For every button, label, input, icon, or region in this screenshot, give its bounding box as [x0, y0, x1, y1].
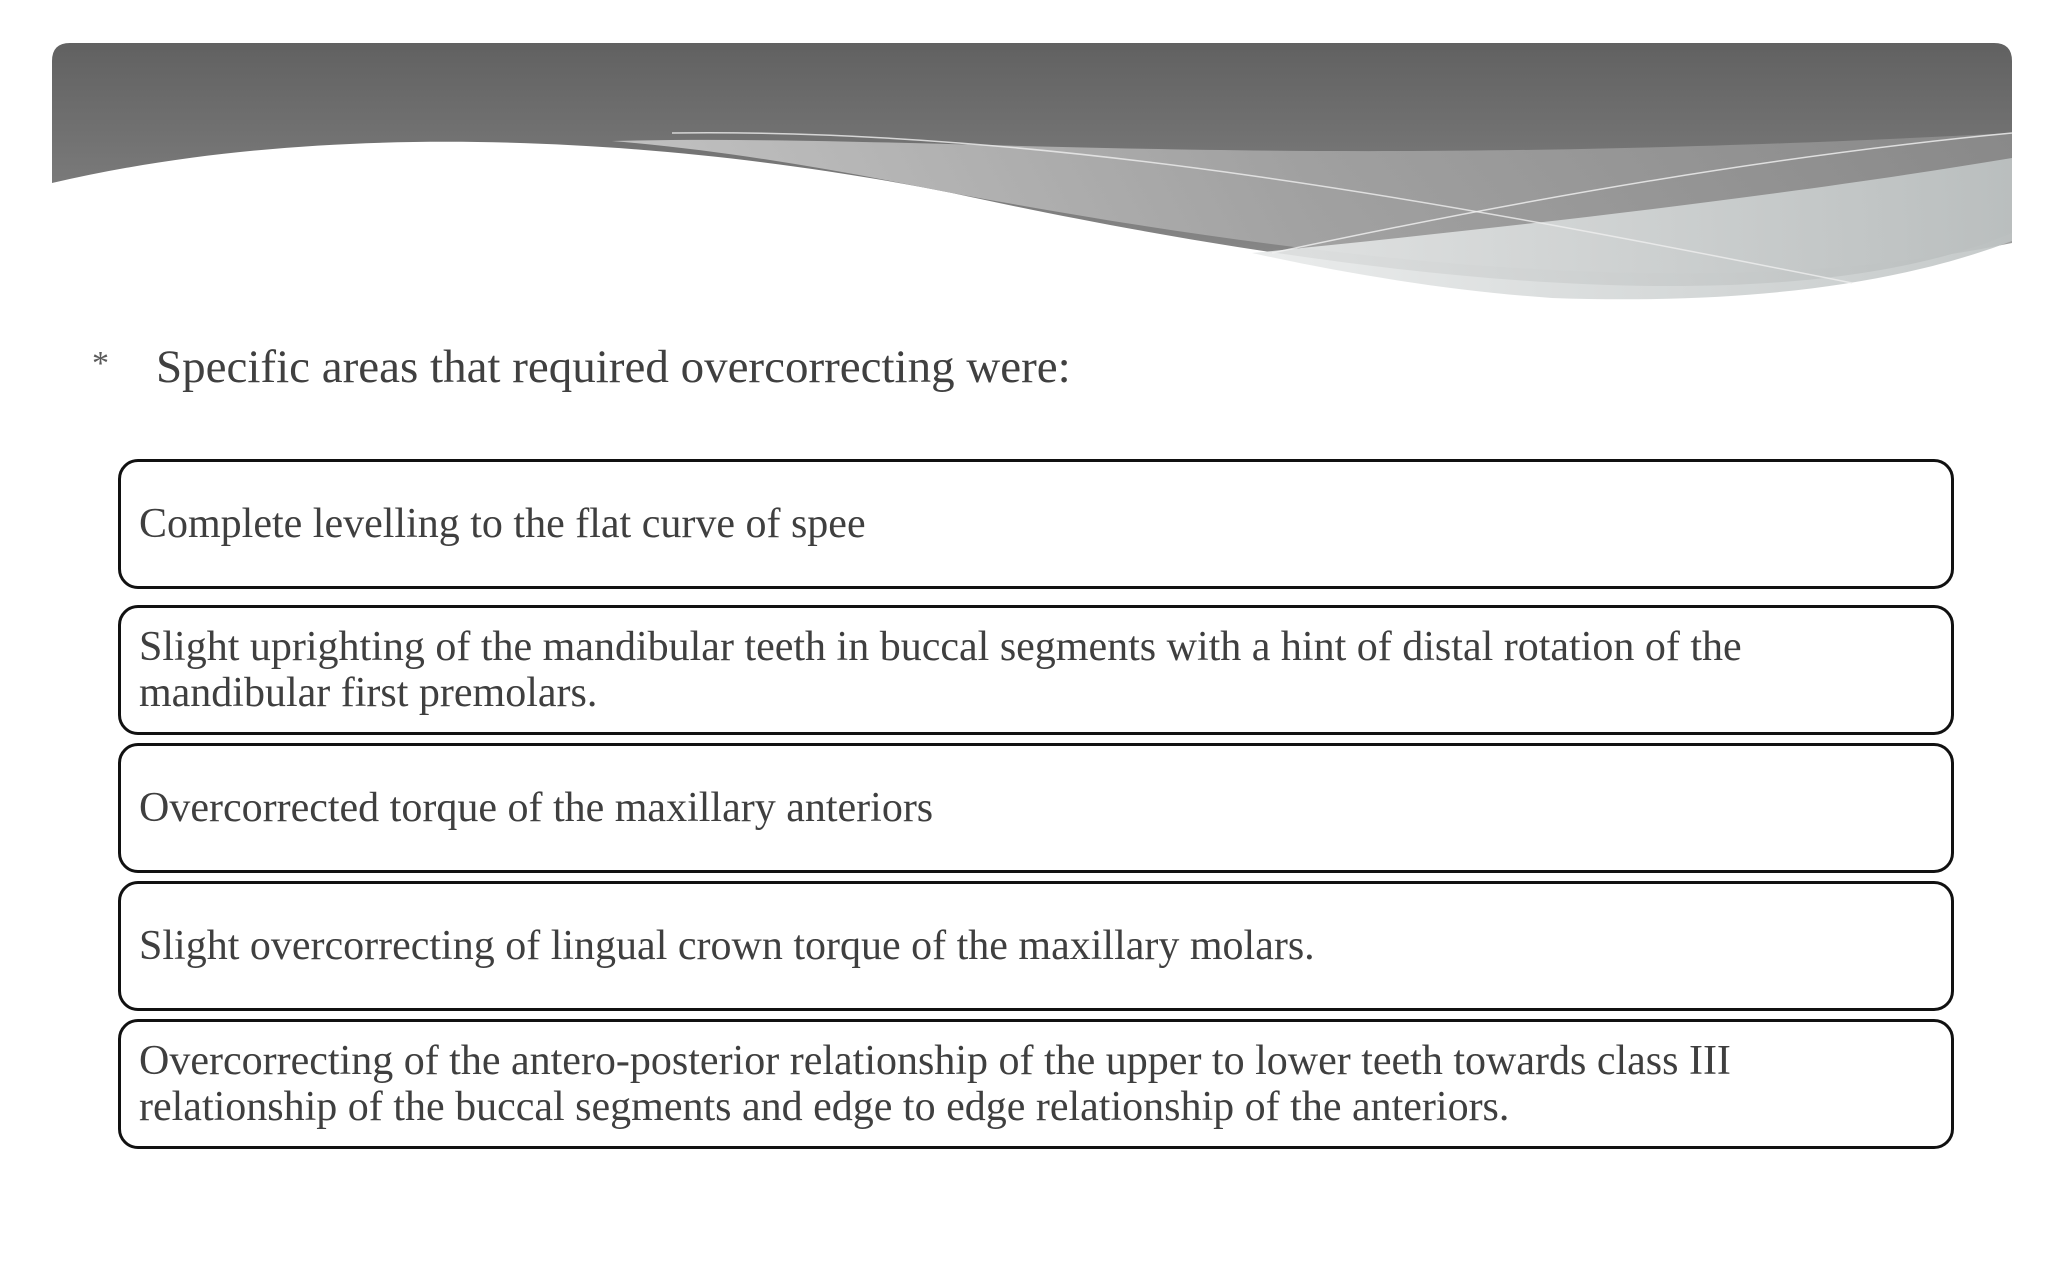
list-item-text: Slight overcorrecting of lingual crown torque of the maxillary molars.	[139, 923, 1315, 969]
list-item-text: Complete levelling to the flat curve of spee	[139, 501, 866, 547]
bullet-marker: *	[92, 345, 109, 382]
list-item	[118, 1019, 1954, 1149]
list-item-text: Overcorrected torque of the maxillary anteriors	[139, 785, 934, 831]
list-item	[118, 743, 1954, 873]
header-banner	[52, 43, 2012, 303]
list-item-text: Slight uprighting of the mandibular teeth in buccal segments with a hint of distal rotation of the mandibular first premolars.	[139, 624, 1742, 716]
heading-text: Specific areas that required overcorrecting were:	[156, 341, 1071, 393]
list-item-text: Overcorrecting of the antero-posterior relationship of the upper to lower teeth towards class III relationship of the buccal segments and edge to edge relationship of the anteriors.	[139, 1038, 1731, 1130]
bullet-heading	[92, 332, 1071, 402]
list-item	[118, 605, 1954, 735]
list-item	[118, 459, 1954, 589]
list-item	[118, 881, 1954, 1011]
